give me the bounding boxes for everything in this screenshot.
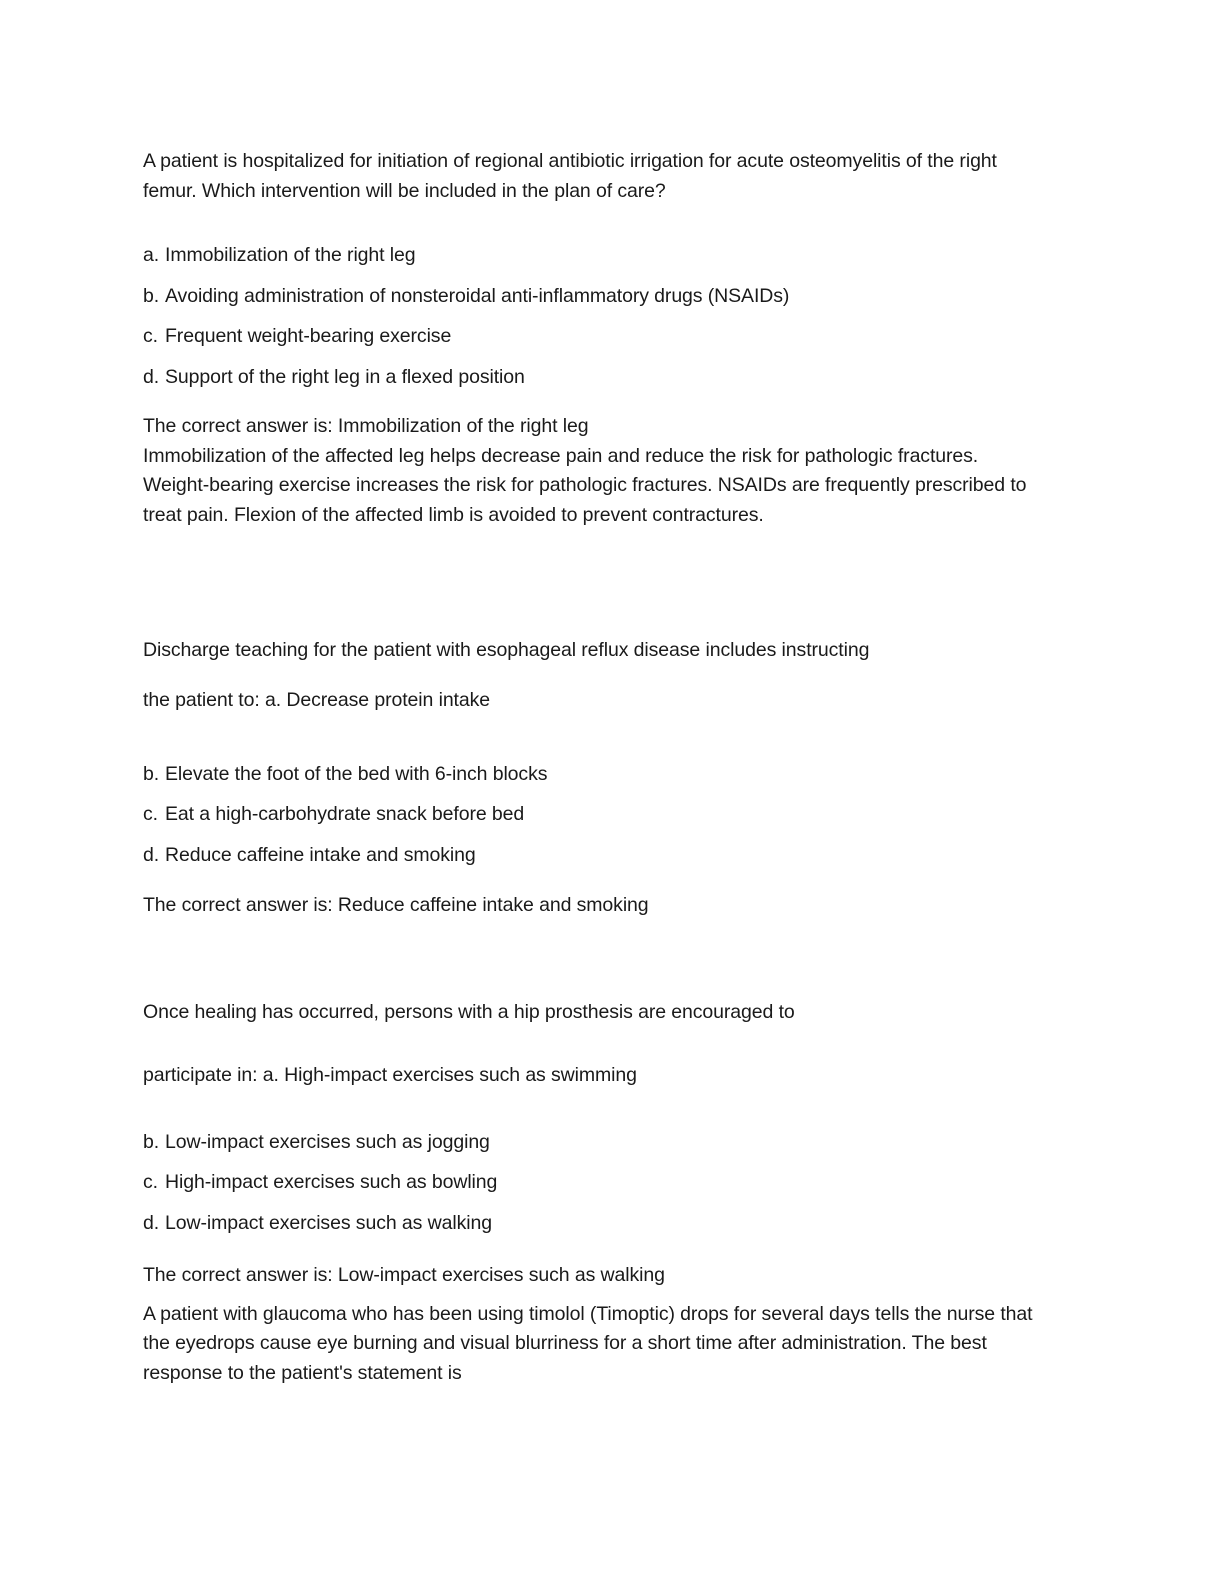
q4-stem-line-2: the eyedrops cause eye burning and visual blurriness for a short time after administration. The best	[143, 1332, 987, 1354]
q1-rationale-line-2: Weight-bearing exercise increases the risk for pathologic fractures. NSAIDs are frequently prescribed to	[143, 474, 1027, 496]
q3-stem-line-2: participate in: a. High-impact exercises such as swimming	[143, 1064, 637, 1086]
q3-correct-answer: The correct answer is: Low-impact exercises such as walking	[143, 1264, 665, 1286]
option-letter: d.	[143, 1212, 160, 1234]
option-text: Low-impact exercises such as jogging	[165, 1131, 490, 1153]
q1-rationale-line-3: treat pain. Flexion of the affected limb is avoided to prevent contractures.	[143, 504, 764, 526]
option-letter: d.	[143, 366, 160, 388]
option-letter: c.	[143, 803, 158, 825]
q1-correct-answer: The correct answer is: Immobilization of the right leg	[143, 415, 589, 437]
q4-stem-line-1: A patient with glaucoma who has been using timolol (Timoptic) drops for several days tells the nurse that	[143, 1303, 1033, 1325]
option-letter: c.	[143, 1171, 158, 1193]
q3-option-d	[143, 1208, 1083, 1238]
option-text: High-impact exercises such as bowling	[165, 1171, 498, 1193]
option-text: Frequent weight-bearing exercise	[165, 325, 452, 347]
q2-stem-line-1: Discharge teaching for the patient with esophageal reflux disease includes instructing	[143, 639, 870, 661]
option-text: Eat a high-carbohydrate snack before bed	[165, 803, 525, 825]
option-text: Reduce caffeine intake and smoking	[165, 844, 476, 866]
q1-stem-line-1: A patient is hospitalized for initiation of regional antibiotic irrigation for acute osteomyelitis of the right	[143, 150, 997, 172]
option-text: Avoiding administration of nonsteroidal anti-inflammatory drugs (NSAIDs)	[165, 285, 790, 307]
q1-option-a	[143, 240, 1083, 270]
option-text: Elevate the foot of the bed with 6-inch blocks	[165, 763, 548, 785]
option-letter: d.	[143, 844, 160, 866]
option-letter: a.	[143, 244, 160, 266]
q3-stem-line-1: Once healing has occurred, persons with a hip prosthesis are encouraged to	[143, 1001, 795, 1023]
q4-stem-line-3: response to the patient's statement is	[143, 1362, 462, 1384]
option-text: Support of the right leg in a flexed position	[165, 366, 525, 388]
q1-option-b	[143, 281, 1083, 311]
q3-option-c	[143, 1167, 1083, 1197]
option-letter: c.	[143, 325, 158, 347]
option-letter: b.	[143, 285, 160, 307]
q1-stem-line-2: femur. Which intervention will be included in the plan of care?	[143, 180, 666, 202]
q2-option-d	[143, 840, 1083, 870]
option-text: Low-impact exercises such as walking	[165, 1212, 492, 1234]
q1-rationale-line-1: Immobilization of the affected leg helps decrease pain and reduce the risk for pathologic fractures.	[143, 445, 979, 467]
q2-correct-answer: The correct answer is: Reduce caffeine intake and smoking	[143, 894, 649, 916]
option-letter: b.	[143, 1131, 160, 1153]
q3-option-b	[143, 1127, 1083, 1157]
q2-option-c	[143, 799, 1083, 829]
q2-stem-line-2: the patient to: a. Decrease protein intake	[143, 689, 491, 711]
q1-option-d	[143, 362, 1083, 392]
option-letter: b.	[143, 763, 160, 785]
q1-option-c	[143, 321, 1083, 351]
q2-option-b	[143, 759, 1083, 789]
option-text: Immobilization of the right leg	[165, 244, 416, 266]
